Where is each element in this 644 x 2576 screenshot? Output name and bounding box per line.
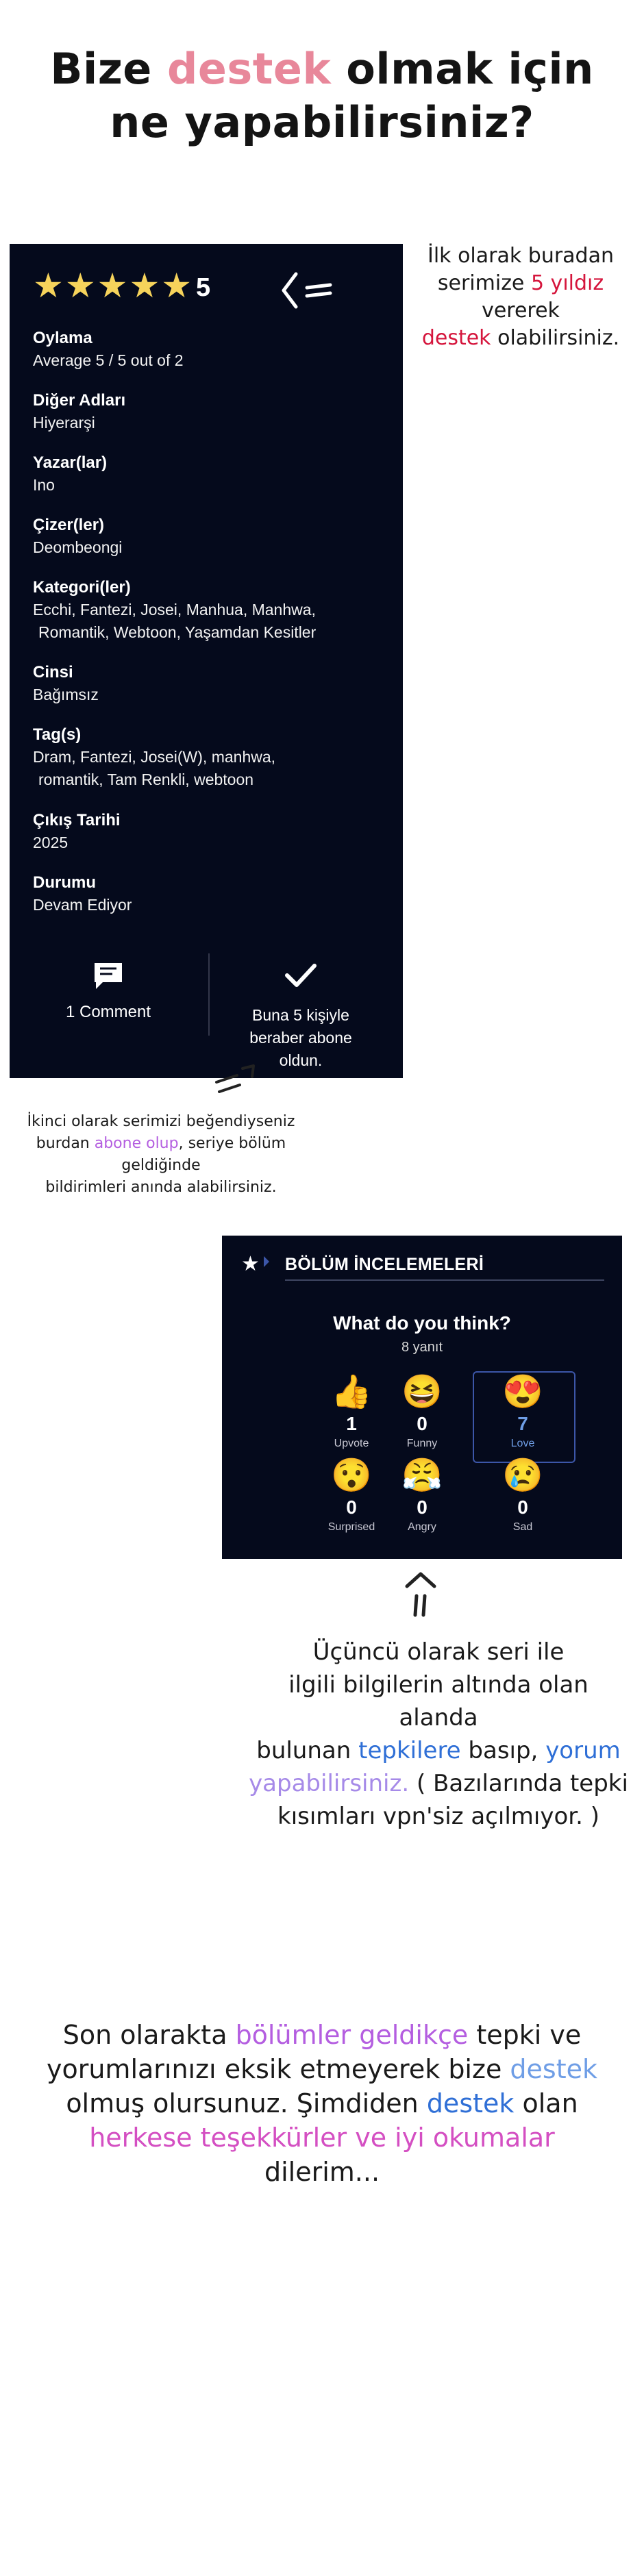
note-text: Son olarakta: [62, 2020, 236, 2050]
field-tags: [33, 724, 389, 791]
subscribe-button[interactable]: [227, 1004, 374, 1072]
angry-face-icon: 😤: [401, 1458, 443, 1494]
reaction-count: 0: [346, 1497, 357, 1518]
header-underline: [285, 1279, 604, 1281]
instruction-note-3: [247, 1636, 630, 1833]
note-highlight: yorum: [545, 1737, 621, 1764]
title-text: ne yapabilirsiniz?: [110, 97, 534, 147]
hand-drawn-arrow-icon: [403, 1568, 438, 1619]
hand-drawn-arrow-icon: [277, 270, 338, 311]
reaction-count: 0: [417, 1497, 428, 1518]
note-highlight: tepkilere: [358, 1737, 461, 1764]
star-rating-count: 5: [196, 273, 211, 302]
subscribe-label: oldun.: [279, 1051, 323, 1069]
reaction-label: Upvote: [334, 1438, 369, 1449]
note-text: ( Bazılarında tepki: [409, 1770, 628, 1797]
star-icon: ★: [241, 1253, 260, 1275]
reaction-label: Surprised: [327, 1521, 375, 1533]
note-text: olmuş olursunuz. Şimdiden: [66, 2088, 427, 2118]
reviews-header: BÖLÜM İNCELEMELERİ: [285, 1255, 484, 1274]
reaction-sad[interactable]: [478, 1456, 567, 1536]
field-value[interactable]: Dram, Fantezi, Josei(W), manhwa,: [33, 748, 276, 766]
field-value[interactable]: romantik, Tam Renkli, webtoon: [38, 771, 254, 788]
field-label: Kategori(ler): [33, 578, 131, 597]
reactions-question: What do you think?: [333, 1312, 511, 1334]
note-text: burdan: [36, 1135, 95, 1152]
note-text: vererek: [482, 299, 560, 323]
note-text: yorumlarınızı eksik etmeyerek bize: [46, 2054, 510, 2084]
episode-reviews-panel: [222, 1236, 622, 1559]
title-text: Bize: [50, 44, 167, 94]
field-value[interactable]: Bağımsız: [33, 686, 99, 703]
field-authors: [33, 452, 389, 497]
star-rating[interactable]: ★★★★★: [33, 266, 194, 305]
hand-drawn-arrow-icon: [212, 1063, 260, 1096]
note-line: Üçüncü olarak seri ile: [312, 1638, 565, 1666]
check-icon[interactable]: [284, 962, 318, 989]
field-value: Ino: [33, 476, 55, 494]
field-artists: [33, 514, 389, 559]
note-text: bulunan: [256, 1737, 359, 1764]
surprised-face-icon: 😯: [331, 1458, 372, 1494]
note-highlight: destek: [426, 2088, 515, 2118]
note-text: basıp,: [460, 1737, 546, 1764]
reaction-label: Sad: [512, 1521, 533, 1533]
field-value: Average 5 / 5 out of 2: [33, 351, 184, 369]
laughing-face-icon: 😆: [401, 1374, 443, 1410]
comment-icon[interactable]: [92, 960, 125, 992]
field-value[interactable]: Ecchi, Fantezi, Josei, Manhua, Manhwa,: [33, 601, 316, 618]
note-line: dilerim...: [264, 2157, 380, 2187]
note-text: tepki ve: [468, 2020, 582, 2050]
field-label: Diğer Adları: [33, 391, 126, 410]
field-rating: [33, 327, 389, 372]
comment-button[interactable]: 1 Comment: [65, 1003, 151, 1021]
field-label: Oylama: [33, 329, 92, 347]
note-highlight: destek: [510, 2054, 597, 2084]
note-highlight: abone olup: [94, 1135, 179, 1152]
note-highlight: bölümler geldikçe: [235, 2020, 469, 2050]
instruction-note-2: [0, 1111, 322, 1199]
note-line: ilgili bilgilerin altında olan alanda: [288, 1671, 589, 1731]
title-text: olmak için: [331, 44, 594, 94]
reaction-count: 0: [517, 1497, 528, 1518]
field-value: Devam Ediyor: [33, 896, 132, 914]
field-label: Çizer(ler): [33, 516, 105, 534]
field-type: [33, 662, 389, 706]
reaction-count: 7: [517, 1413, 528, 1434]
field-label: Tag(s): [33, 725, 82, 744]
note-line: İlk olarak buradan: [427, 244, 614, 268]
title-highlight: destek: [166, 44, 332, 94]
field-label: Yazar(lar): [33, 453, 108, 472]
instruction-note-1: [411, 242, 630, 352]
subscribe-label: Buna 5 kişiyle: [252, 1006, 349, 1024]
sad-face-icon: 😢: [502, 1458, 543, 1494]
note-line: kısımları vpn'siz açılmıyor. ): [277, 1803, 599, 1830]
note-text: serimize: [437, 271, 531, 295]
reactions-count: 8 yanıt: [401, 1340, 443, 1355]
reaction-label: Love: [510, 1438, 535, 1449]
note-highlight: yapabilirsiniz.: [249, 1770, 410, 1797]
reaction-label: Funny: [406, 1438, 438, 1449]
note-text: olabilirsiniz.: [491, 326, 620, 350]
field-release-date: [33, 810, 389, 854]
field-label: Durumu: [33, 873, 96, 892]
page-title: [0, 42, 644, 149]
field-value: Hiyerarşi: [33, 414, 95, 432]
heart-eyes-icon: 😍: [502, 1374, 543, 1410]
field-value: Deombeongi: [33, 538, 123, 556]
reaction-angry[interactable]: [377, 1456, 467, 1536]
caret-right-icon: [263, 1255, 270, 1268]
closing-note: [41, 2018, 603, 2189]
subscribe-label: beraber abone: [249, 1029, 352, 1047]
field-label: Cinsi: [33, 663, 73, 681]
note-highlight: 5 yıldız: [530, 271, 604, 295]
reaction-count: 0: [417, 1413, 428, 1434]
series-info-panel: [10, 244, 403, 1078]
note-highlight: destek: [421, 326, 491, 350]
note-line: bildirimleri anında alabilirsiniz.: [45, 1179, 277, 1196]
note-line: İkinci olarak serimizi beğendiyseniz: [27, 1113, 295, 1130]
field-label: Çıkış Tarihi: [33, 811, 121, 829]
note-text: olan: [514, 2088, 578, 2118]
field-categories: [33, 577, 389, 644]
reaction-love[interactable]: [478, 1373, 567, 1452]
reaction-count: 1: [346, 1413, 357, 1434]
reaction-funny[interactable]: [377, 1373, 467, 1452]
field-value: 2025: [33, 834, 69, 851]
action-divider: [208, 953, 210, 1036]
field-status: [33, 872, 389, 916]
thumbs-up-icon: 👍: [331, 1374, 372, 1410]
note-text: , seriye bölüm geldiğinde: [121, 1135, 286, 1174]
note-highlight: herkese teşekkürler ve iyi okumalar: [89, 2123, 555, 2153]
field-value[interactable]: Romantik, Webtoon, Yaşamdan Kesitler: [38, 623, 317, 641]
field-other-names: [33, 390, 389, 434]
reaction-label: Angry: [408, 1521, 436, 1533]
